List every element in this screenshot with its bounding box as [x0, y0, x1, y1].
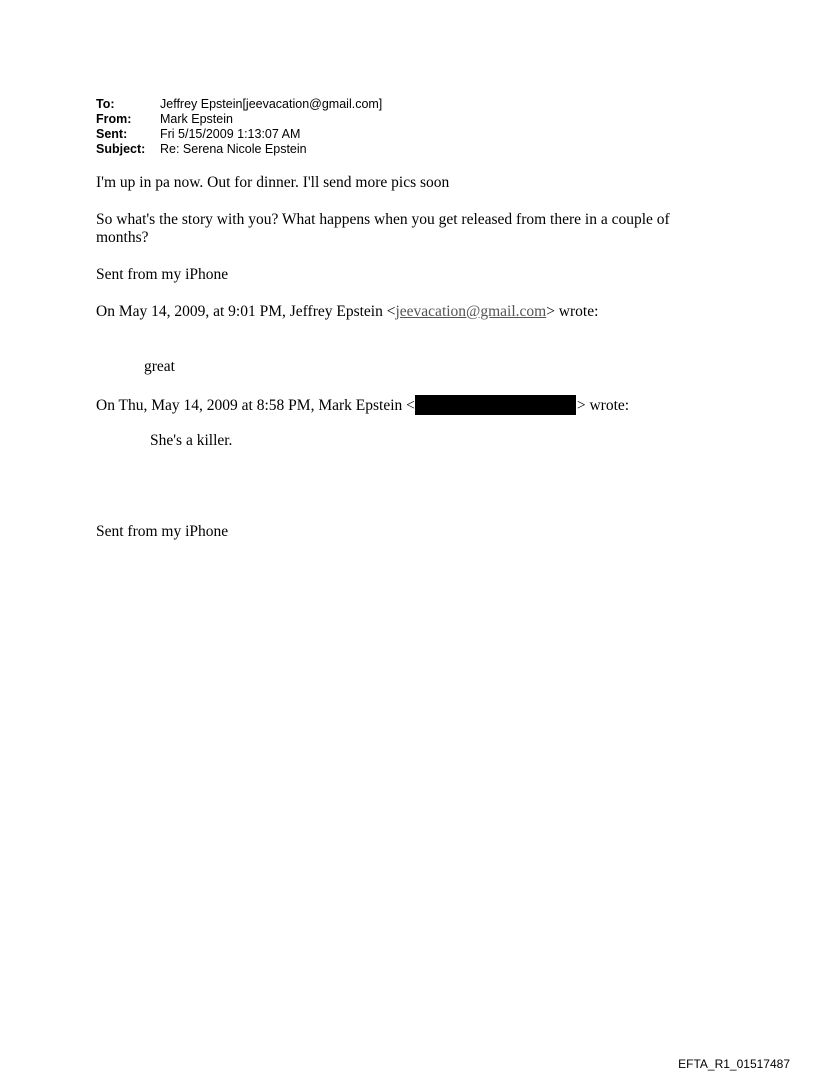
email-header	[96, 97, 382, 157]
document-id: EFTA_R1_01517487	[678, 1057, 790, 1071]
quote-header-1-prefix: On May 14, 2009, at 9:01 PM, Jeffrey Epstein <	[96, 303, 396, 320]
quote-header-2	[96, 395, 629, 415]
subject-value: Re: Serena Nicole Epstein	[160, 142, 307, 156]
subject-label: Subject:	[96, 142, 146, 156]
sent-label: Sent:	[96, 127, 128, 141]
to-row	[96, 97, 382, 112]
body-line-1: I'm up in pa now. Out for dinner. I'll send more pics soon	[96, 174, 450, 191]
subject-row	[96, 142, 382, 157]
quote-header-1	[96, 303, 598, 321]
redaction-block	[415, 395, 576, 415]
to-label: To:	[96, 97, 115, 111]
sent-value: Fri 5/15/2009 1:13:07 AM	[160, 127, 301, 141]
body-line-2: So what's the story with you? What happens when you get released from there in a couple of months?	[96, 211, 670, 246]
reply-killer: She's a killer.	[150, 432, 233, 449]
quote-header-2-suffix: > wrote:	[576, 397, 630, 414]
sent-row	[96, 127, 382, 142]
quote-header-1-suffix: > wrote:	[546, 303, 599, 320]
from-row	[96, 112, 382, 127]
reply-great: great	[144, 358, 175, 375]
signature-1: Sent from my iPhone	[96, 266, 229, 283]
quote-header-2-prefix: On Thu, May 14, 2009 at 8:58 PM, Mark Epstein <	[96, 397, 415, 414]
from-value: Mark Epstein	[160, 112, 233, 126]
from-label: From:	[96, 112, 132, 126]
signature-2: Sent from my iPhone	[96, 523, 229, 540]
email-link[interactable]: jeevacation@gmail.com	[395, 303, 547, 320]
to-value: Jeffrey Epstein[jeevacation@gmail.com]	[160, 97, 383, 111]
